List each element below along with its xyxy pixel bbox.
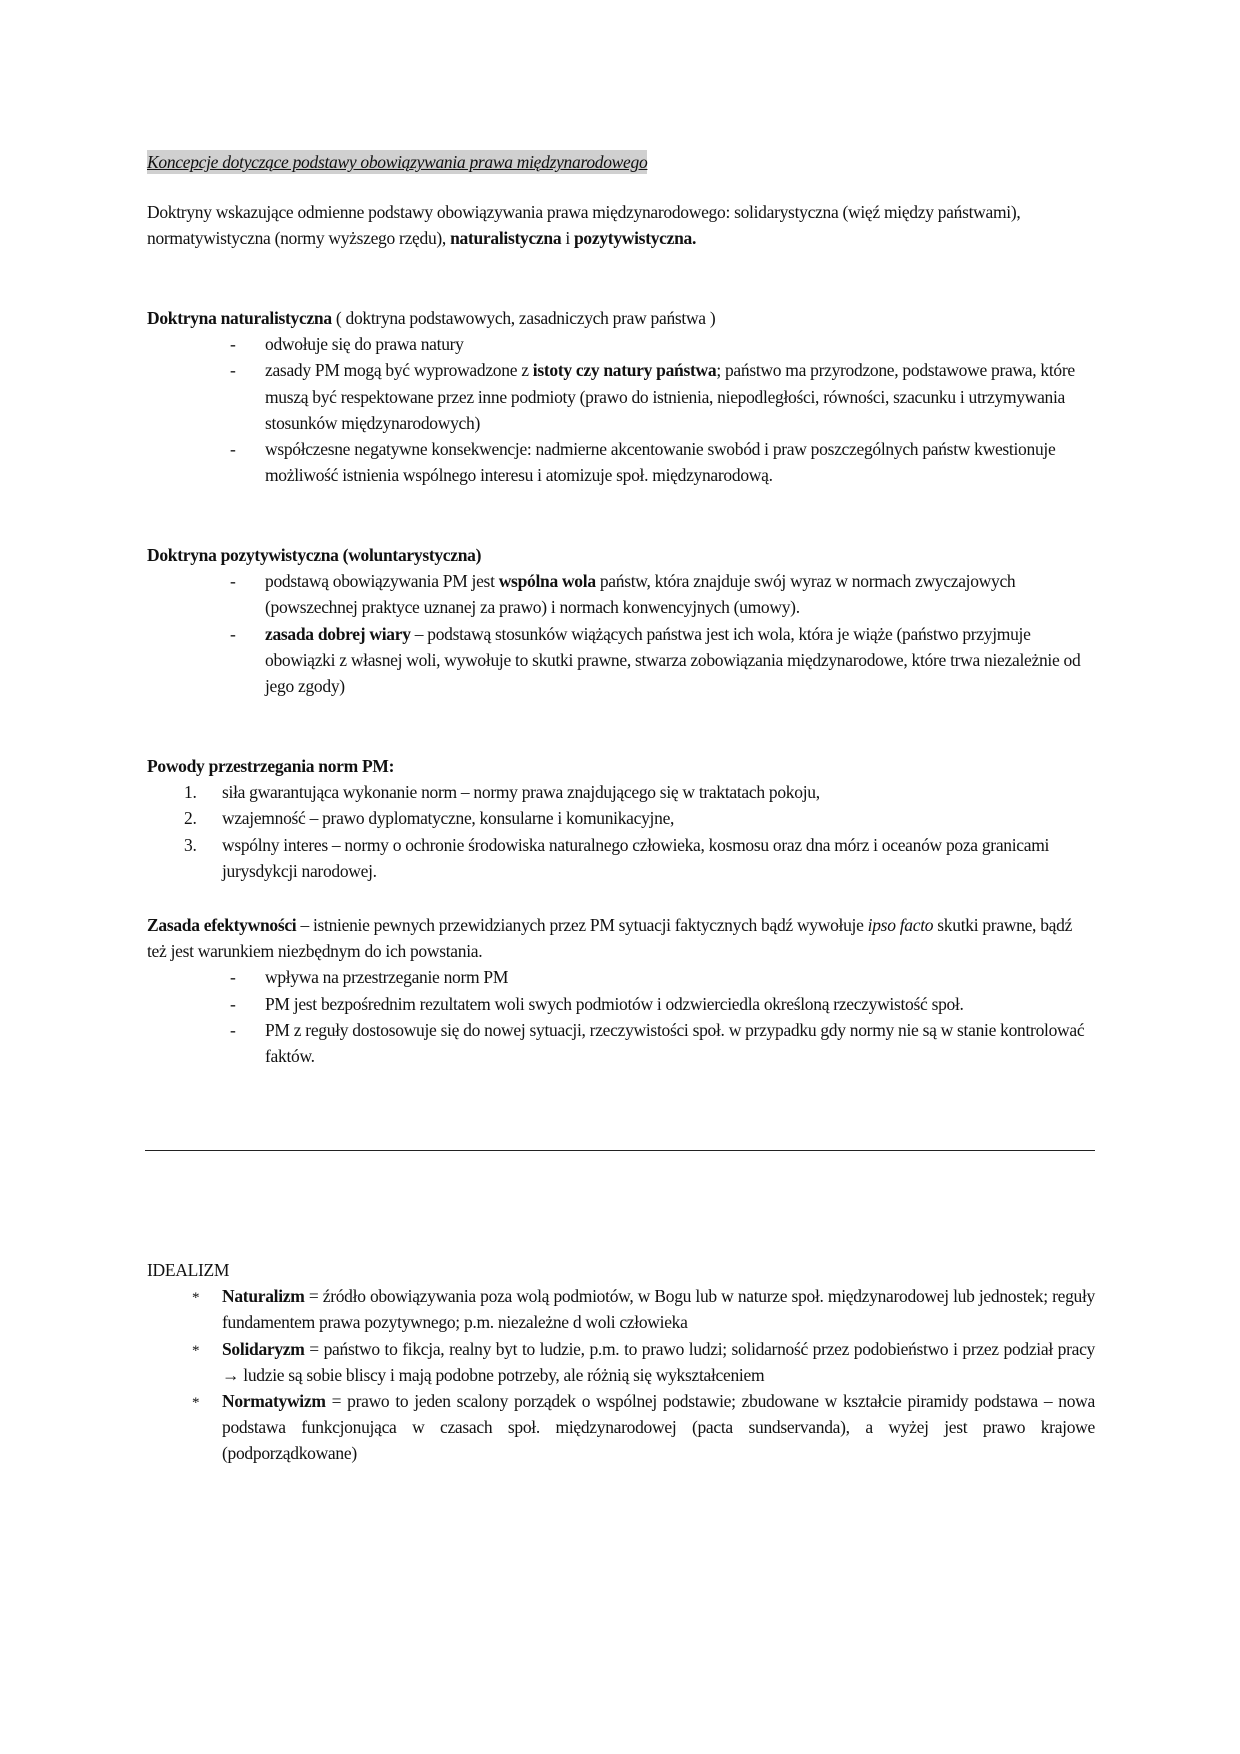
list-item — [147, 1388, 1095, 1467]
text-run: odwołuje się do prawa natury — [265, 334, 464, 355]
list-item — [147, 436, 1095, 488]
italic-text-run: ipso facto — [867, 915, 934, 935]
text-run: i — [561, 228, 574, 249]
text-run: – istnienie pewnych przewidzianych przez PM sytuacji faktycznych bądź wywołuje — [296, 915, 868, 935]
section-heading — [147, 305, 1095, 331]
bullet-marker-icon: - — [230, 334, 236, 355]
bold-text-run: istoty czy natury państwa — [532, 360, 717, 381]
text-run: skutki prawne, bądź też jest warunkiem niezbędnym do ich powstania. — [147, 915, 1073, 962]
bold-text-run: zasada dobrej wiary — [265, 623, 411, 644]
bullet-marker-icon: * — [192, 1395, 200, 1412]
bold-text-run: Naturalizm — [222, 1286, 305, 1307]
section-positivist — [147, 542, 1095, 699]
list-item — [147, 331, 1095, 357]
section-effectiveness — [147, 912, 1095, 1069]
list-item — [147, 357, 1095, 436]
section-heading — [147, 912, 1095, 964]
bullet-marker-icon: - — [230, 360, 236, 381]
numbered-list — [147, 779, 1095, 884]
text-run: – podstawą stosunków wiążących państwa jest ich wola, która je wiąże (państwo przyjmuje obowiązki z własnej woli, wywołuje to skutki prawne, stwarza zobowiązania międzynarodowe, które trwa niezależnie od jego zgody) — [265, 623, 1081, 697]
list-item — [147, 568, 1095, 620]
bold-text-run: Solidaryzm — [222, 1338, 305, 1359]
bullet-marker-icon: - — [230, 1019, 236, 1040]
list-item — [147, 1336, 1095, 1388]
section-reasons — [147, 753, 1095, 884]
list-number: 3. — [184, 834, 197, 855]
bold-text-run: Doktryna pozytywistyczna (woluntarystyczna) — [147, 545, 482, 565]
bullet-marker-icon: - — [230, 967, 236, 988]
text-run: siła gwarantująca wykonanie norm – normy prawa znajdującego się w traktatach pokoju, — [222, 782, 820, 803]
document-title: Koncepcje dotyczące podstawy obowiązywania prawa międzynarodowego — [147, 152, 648, 172]
bullet-marker-icon: - — [230, 993, 236, 1014]
bullet-marker-icon: - — [230, 571, 236, 592]
intro-text — [147, 199, 1095, 251]
text-run: wspólny interes – normy o ochronie środowiska naturalnego człowieka, kosmosu oraz dna mórz i oceanów poza granicami jurysdykcji narodowej. — [222, 834, 1050, 881]
text-run: współczesne negatywne konsekwencje: nadmierne akcentowanie swobód i praw poszczególnych państw kwestionuje możliwość istnienia wspólnego interesu i atomizuje społ. międzynarodową. — [265, 439, 1056, 486]
text-run: zasady PM mogą być wyprowadzone z — [265, 360, 533, 381]
bullet-list — [147, 568, 1095, 699]
list-item — [147, 991, 1095, 1017]
text-run: = państwo to fikcja, realny byt to ludzie, p.m. to prawo ludzi; solidarność przez podobieństwo i przez podział pracy → ludzie są sobie bliscy i mają podobne potrzeby, ale różnią się wykształceniem — [222, 1338, 1095, 1385]
list-item — [147, 779, 1095, 805]
text-run: PM z reguły dostosowuje się do nowej sytuacji, rzeczywistości społ. w przypadku gdy normy nie są w stanie kontrolować faktów. — [265, 1019, 1085, 1067]
text-run: wpływa na przestrzeganie norm PM — [265, 967, 509, 988]
section-heading — [147, 542, 1095, 568]
list-item — [147, 1017, 1095, 1069]
section-heading — [147, 753, 1095, 779]
asterisk-list — [147, 1283, 1095, 1466]
text-run: wzajemność – prawo dyplomatyczne, konsularne i komunikacyjne, — [222, 808, 675, 829]
list-item — [147, 964, 1095, 990]
bold-text-run: Normatywizm — [222, 1391, 326, 1412]
text-run: = źródło obowiązywania poza wolą podmiotów, w Bogu lub w naturze społ. międzynarodowej lub jednostek; reguły fundamentem prawa pozytywnego; p.m. niezależne d woli człowieka — [222, 1286, 1095, 1333]
bold-text-run: pozytywistyczna. — [574, 228, 697, 249]
bullet-marker-icon: * — [192, 1290, 200, 1307]
bold-text-run: wspólna wola — [498, 571, 596, 592]
bold-text-run: Zasada efektywności — [147, 915, 297, 935]
list-item — [147, 805, 1095, 831]
bullet-list — [147, 964, 1095, 1069]
bullet-marker-icon: - — [230, 623, 236, 644]
horizontal-divider — [145, 1150, 1095, 1151]
bold-text-run: Powody przestrzegania norm PM: — [147, 756, 395, 776]
list-number: 1. — [184, 782, 197, 803]
bullet-marker-icon: - — [230, 439, 236, 460]
text-run: IDEALIZM — [147, 1260, 230, 1280]
list-item — [147, 832, 1095, 884]
text-run: podstawą obowiązywania PM jest — [265, 571, 499, 592]
bold-text-run: Doktryna naturalistyczna — [147, 308, 332, 328]
text-run: ( doktryna podstawowych, zasadniczych praw państwa ) — [331, 308, 716, 328]
bullet-list — [147, 331, 1095, 488]
bold-text-run: naturalistyczna — [450, 228, 562, 249]
text-run: PM jest bezpośrednim rezultatem woli swych podmiotów i odzwierciedla określoną rzeczywistość społ. — [265, 993, 964, 1014]
document-title-block — [147, 149, 1095, 175]
intro-paragraph — [147, 199, 1095, 251]
text-run: = prawo to jeden scalony porządek o wspólnej podstawie; zbudowane w kształcie piramidy podstawa – nowa podstawa funkcjonująca w czasach społ. międzynarodowej (pacta sundservanda), a wyżej jest prawo krajowe (podporządkowane) — [222, 1391, 1095, 1464]
list-number: 2. — [184, 808, 197, 829]
list-item — [147, 621, 1095, 700]
section-naturalist — [147, 305, 1095, 488]
bullet-marker-icon: * — [192, 1342, 200, 1359]
text-run: państw, która znajduje swój wyraz w normach zwyczajowych (powszechnej praktyce uznanej za prawo) i normach konwencyjnych (umowy). — [265, 571, 1016, 618]
section-idealism — [147, 1257, 1095, 1467]
text-run: ; państwo ma przyrodzone, podstawowe prawa, które muszą być respektowane przez inne podmioty (prawo do istnienia, niepodległości, równości, szacunku i utrzymywania stosunków międzynarodowych) — [265, 360, 1075, 433]
section-heading — [147, 1257, 1095, 1283]
text-run: Doktryny wskazujące odmienne podstawy obowiązywania prawa międzynarodowego: solidarystyczna (więź między państwami), normatywistyczna (normy wyższego rzędu), — [147, 202, 1021, 249]
list-item — [147, 1283, 1095, 1335]
